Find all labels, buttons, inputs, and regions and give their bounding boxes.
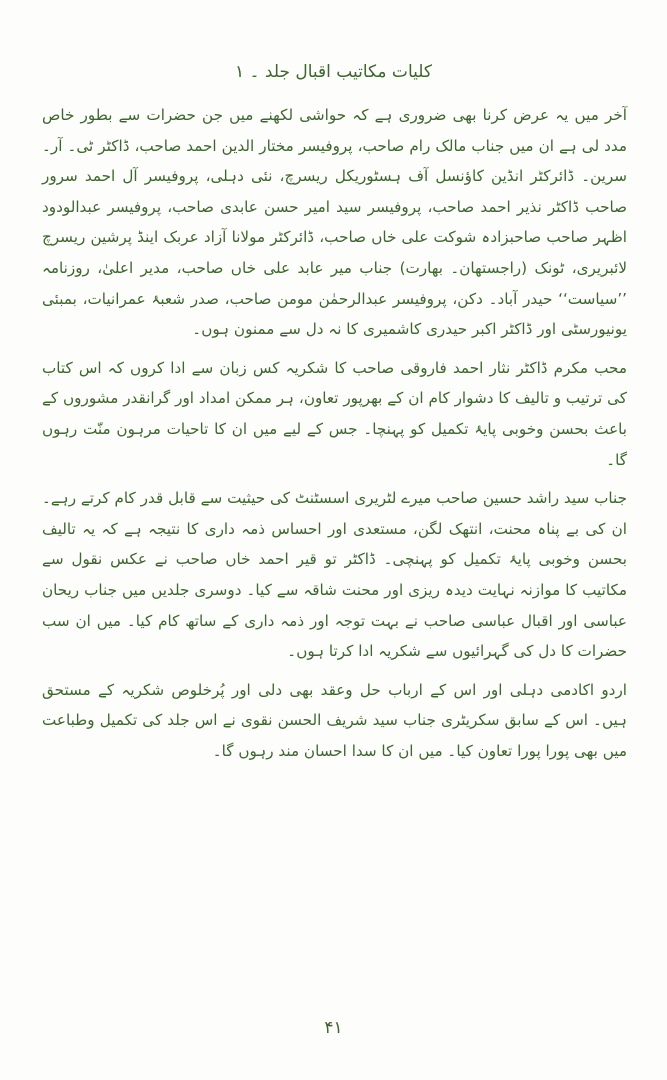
page-number: ۴۱	[324, 1018, 343, 1038]
paragraph-farooqi-thanks: محب مکرم ڈاکٹر نثار احمد فاروقی صاحب کا شکریہ کس زبان سے ادا کروں کہ اس کتاب کی ترتیب و تالیف کا دشوار کام ان کے بھرپور تعاون، ہر ممکن امداد اور گرانقدر مشوروں کے باعث بحسن وخوبی پایۂ تکمیل کو پہنچا۔ جس کے لیے میں ان کا تاحیات مرہون منّت رہوں گا۔	[42, 358, 627, 469]
running-header: کلیات مکاتیب اقبال جلد ۔ ۱	[235, 62, 432, 82]
paragraph-urdu-academy-thanks: اردو اکادمی دہلی اور اس کے ارباب حل وعقد بھی دلی اور پُرخلوص شکریہ کے مستحق ہیں۔ اس کے سابق سکریٹری جناب سید شریف الحسن نقوی نے اس جلد کی تکمیل وطباعت میں بھی پورا پورا تعاون کیا۔ میں ان کا سدا احسان مند رہوں گا۔	[42, 680, 627, 760]
paragraph-acknowledgements: آخر میں یہ عرض کرنا بھی ضروری ہے کہ حواشی لکھنے میں جن حضرات سے بطور خاص مدد لی ہے ان میں جناب مالک رام صاحب، پروفیسر مختار الدین احمد صاحب، ڈاکٹر ٹی۔ آر۔ سرین۔ ڈائرکٹر انڈین کاؤنسل آف ہسٹوریکل ریسرچ، نئی دہلی، پروفیسر آل احمد سرور صاحب ڈاکٹر نذیر احمد صاحب، پروفیسر سید امیر حسن عابدی صاحب، پروفیسر عبدالودود اظہر صاحب صاحبزادہ شوکت علی خاں صاحب، ڈائرکٹر مولانا آزاد عربک اینڈ پرشین ریسرچ لائبریری، ٹونک (راجستھان۔ بھارت) جناب میر عابد علی خاں صاحب، مدیر اعلیٰ، روزنامہ ’’سیاست‘‘ حیدر آباد۔ دکن، پروفیسر عبدالرحمٰن مومن صاحب، صدر شعبۂ عمرانیات، بمبئی یونیورسٹی اور ڈاکٹر اکبر حیدری کاشمیری کا نہ دل سے ممنون ہوں۔	[42, 106, 627, 339]
body-text	[42, 100, 627, 766]
paragraph-assistants-thanks: جناب سید راشد حسین صاحب میرے لٹریری اسسٹنٹ کی حیثیت سے قابل قدر کام کرتے رہے۔ ان کی بے پناہ محنت، انتھک لگن، مستعدی اور احساس ذمہ داری کا نتیجہ ہے کہ یہ تالیف بحسن وخوبی پایۂ تکمیل کو پہنچی۔ ڈاکٹر تو قیر احمد خاں صاحب نے عکس نقول سے مکاتیب کا موازنہ نہایت دیدہ ریزی اور محنت شاقہ سے کیا۔ دوسری جلدیں میں جناب ریحان عباسی اور اقبال عباسی صاحب نے بہت توجہ اور ذمہ داری کے ساتھ کام کیا۔ میں ان سب حضرات کا دل کی گہرائیوں سے شکریہ ادا کرتا ہوں۔	[42, 489, 627, 661]
